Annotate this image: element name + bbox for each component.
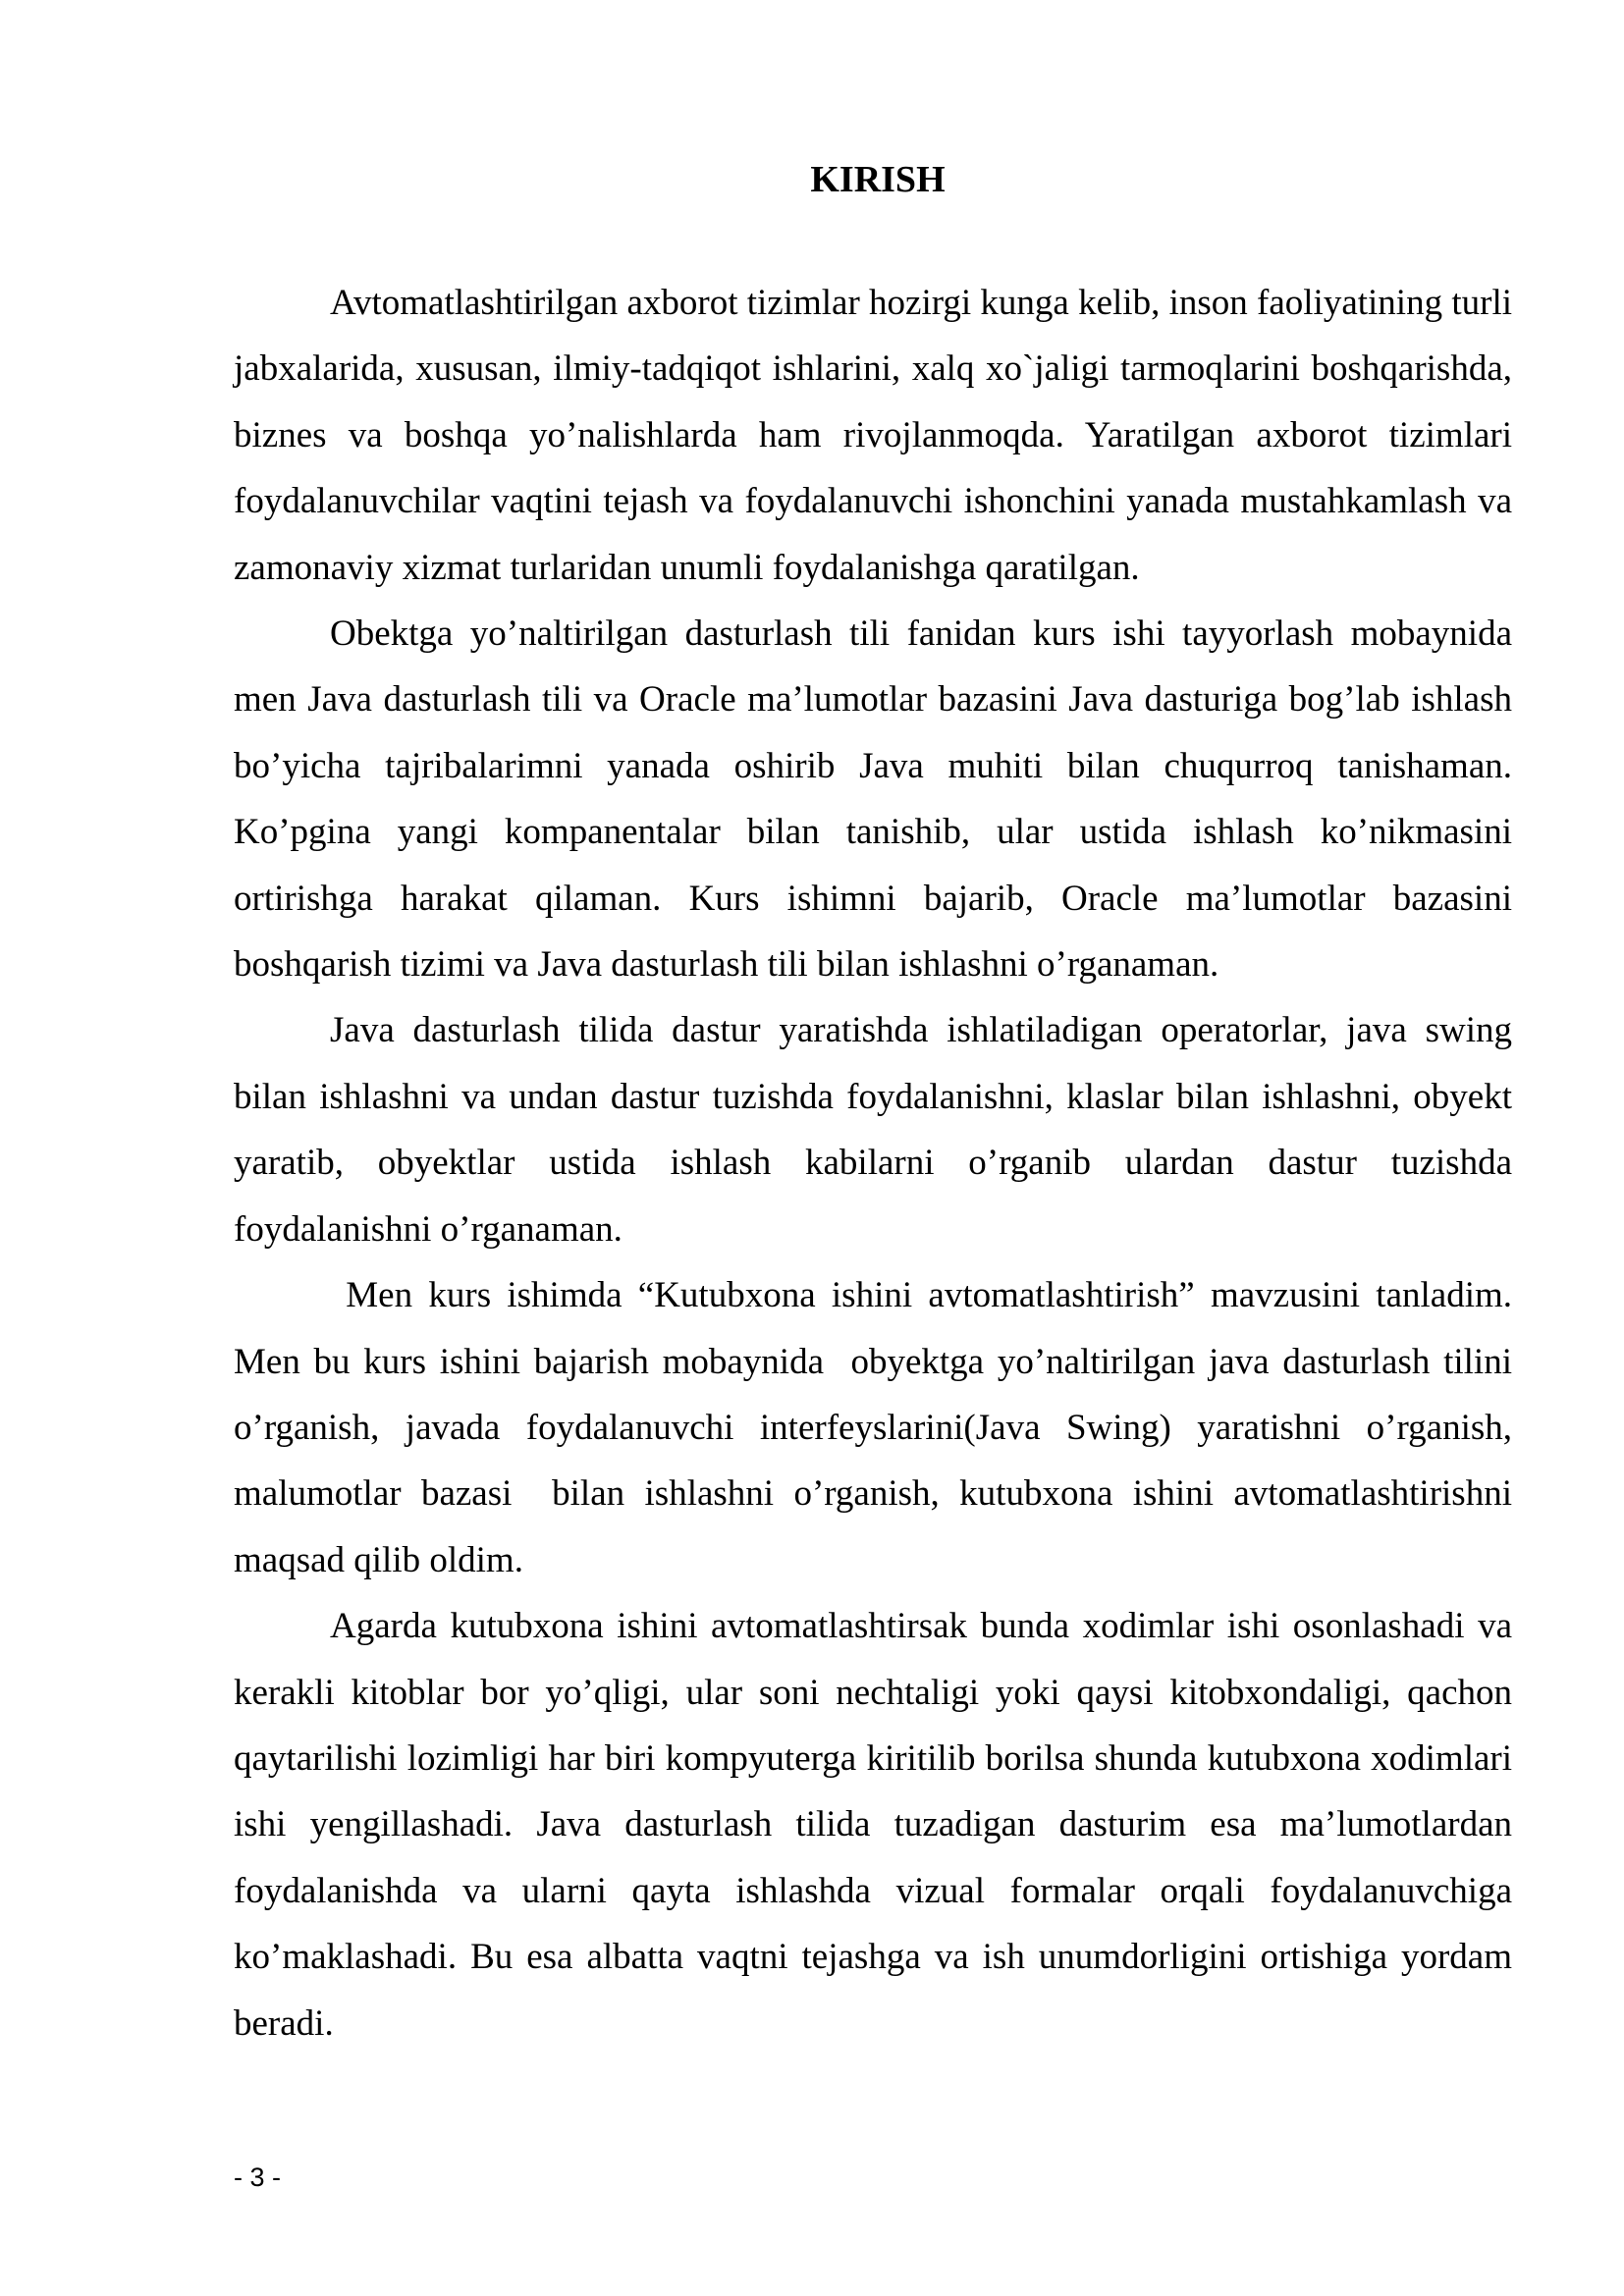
page-number: - 3 - <box>234 2163 282 2192</box>
body-text <box>234 270 1531 2056</box>
page-title: KIRISH <box>810 159 946 200</box>
paragraph-4: Men kurs ishimda “Kutubxona ishini avtomatlashtirish” mavzusini tanladim. Men bu kurs ishini bajarish mobaynida obyektga yo’naltirilgan java dasturlash tilini o’rganish, javada foydalanuvchi interfeyslarini(Java Swing) yaratishni o’rganish, malumotlar bazasi bilan ishlashni o’rganish, kutubxona ishini avtomatlashtirishni maqsad qilib oldim. <box>234 1275 1531 1580</box>
paragraph-1: Avtomatlashtirilgan axborot tizimlar hozirgi kunga kelib, inson faoliyatining turli jabxalarida, xususan, ilmiy-tadqiqot ishlarini, xalq xo`jaligi tarmoqlarini boshqarishda, biznes va boshqa yo’nalishlarda ham rivojlanmoqda. Yaratilgan axborot tizimlari foydalanuvchilar vaqtini tejash va foydalanuvchi ishonchini yanada mustahkamlash va zamonaviy xizmat turlaridan unumli foydalanishga qaratilgan. <box>234 283 1512 588</box>
paragraph-2: Obektga yo’naltirilgan dasturlash tili fanidan kurs ishi tayyorlash mobaynida men Java dasturlash tili va Oracle ma’lumotlar bazasini Java dasturiga bog’lab ishlash bo’yicha tajribalarimni yanada oshirib Java muhiti bilan chuqurroq tanishaman. Ko’pgina yangi kompanentalar bilan tanishib, ular ustida ishlash ko’nikmasini ortirishga harakat qilaman. Kurs ishimni bajarib, Oracle ma’lumotlar bazasini boshqarish tizimi va Java dasturlash tili bilan ishlashni o’rganaman. <box>234 614 1512 986</box>
paragraph-5: Agarda kutubxona ishini avtomatlashtirsak bunda xodimlar ishi osonlashadi va kerakli kitoblar bor yo’qligi, ular soni nechtaligi yoki qaysi kitobxondaligi, qachon qaytarilishi lozimligi har biri kompyuterga kiritilib borilsa shunda kutubxona xodimlari ishi yengillashadi. Java dasturlash tilida tuzadigan dasturim esa ma’lumotlardan foydalanishda va ularni qayta ishlashda vizual formalar orqali foydalanuvchiga ko’maklashadi. Bu esa albatta vaqtni tejashga va ish unumdorligini ortishiga yordam beradi. <box>234 1606 1512 2044</box>
paragraph-3: Java dasturlash tilida dastur yaratishda ishlatiladigan operatorlar, java swing bilan ishlashni va undan dastur tuzishda foydalanishni, klaslar bilan ishlashni, obyekt yaratib, obyektlar ustida ishlash kabilarni o’rganib ulardan dastur tuzishda foydalanishni o’rganaman. <box>234 1010 1512 1250</box>
